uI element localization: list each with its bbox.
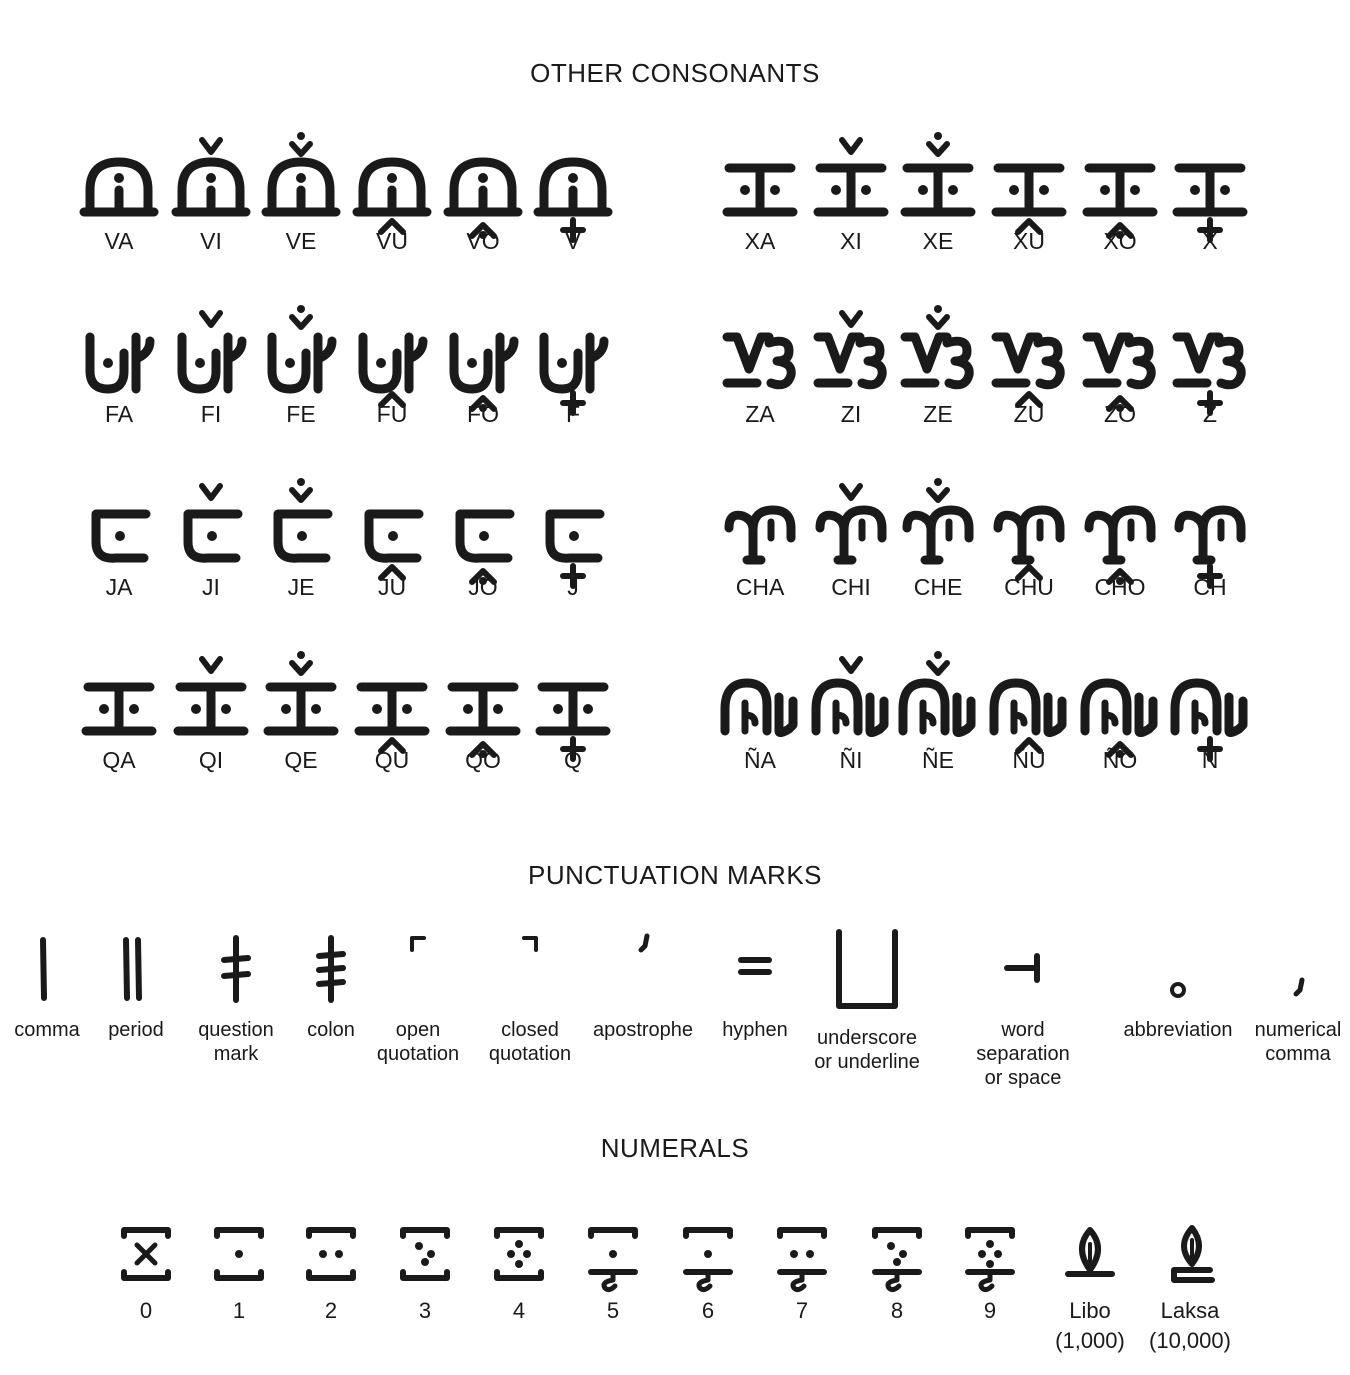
close-quote-mark-glyph xyxy=(500,930,560,1010)
syllable-label: FI xyxy=(200,401,222,427)
syllable-label: CHI xyxy=(831,574,871,600)
syllable-label: Ñ xyxy=(1201,747,1219,773)
numeral-label: 8 xyxy=(890,1298,904,1323)
period-mark-glyph xyxy=(106,930,166,1010)
syllable-label: JI xyxy=(202,574,220,600)
numeral-label: 0 xyxy=(139,1298,153,1323)
numeral-label: Libo (1,000) xyxy=(1055,1298,1125,1353)
underscore-mark-glyph xyxy=(837,930,897,1010)
syllable-glyph xyxy=(530,313,616,413)
syllable-glyph xyxy=(1167,486,1253,586)
numerical-comma-mark-glyph xyxy=(1268,930,1328,1010)
numeral-glyph xyxy=(678,1224,738,1284)
syllable-glyph xyxy=(349,140,435,240)
punctuation-space xyxy=(953,930,1093,1089)
syllable-label: ZI xyxy=(840,401,862,427)
punctuation-label: apostrophe xyxy=(592,1019,694,1041)
hyphen-mark-glyph xyxy=(725,930,785,1010)
numeral-glyph xyxy=(395,1224,455,1284)
syllable-ch xyxy=(1167,486,1253,616)
syllable-glyph xyxy=(895,140,981,240)
syllable-z xyxy=(1167,313,1253,443)
heading-numerals: NUMERALS xyxy=(600,1133,750,1163)
syllable-label: CH xyxy=(1193,574,1227,600)
syllable-label: QI xyxy=(198,747,224,773)
syllable-glyph xyxy=(258,313,344,413)
syllable-label: CHU xyxy=(1004,574,1054,600)
punctuation-numerical-comma xyxy=(1228,930,1350,1080)
numeral-4 xyxy=(474,1224,564,1364)
syllable-glyph xyxy=(895,486,981,586)
syllable-glyph xyxy=(440,659,526,759)
punctuation-label: abbreviation xyxy=(1123,1019,1233,1041)
syllable-glyph xyxy=(986,486,1072,586)
syllable-glyph xyxy=(349,486,435,586)
numeral-label: Laksa (10,000) xyxy=(1149,1298,1231,1353)
syllable-glyph xyxy=(349,659,435,759)
numeral-3 xyxy=(380,1224,470,1364)
syllable-glyph xyxy=(986,140,1072,240)
numeral-label: 1 xyxy=(232,1298,246,1323)
heading-other-consonants: OTHER CONSONANTS xyxy=(530,58,820,88)
syllable-glyph xyxy=(808,659,894,759)
numeral-glyph xyxy=(301,1224,361,1284)
syllable-glyph xyxy=(1077,659,1163,759)
syllable-label: ÑI xyxy=(839,747,863,773)
punctuation-label: underscore or underline xyxy=(814,1027,920,1073)
syllable-glyph xyxy=(1167,313,1253,413)
syllable-label: CHE xyxy=(913,574,963,600)
syllable-glyph xyxy=(986,313,1072,413)
punctuation-label: word separation or space xyxy=(976,1019,1070,1089)
syllable-glyph xyxy=(258,659,344,759)
syllable-label: CHA xyxy=(735,574,785,600)
abbreviation-mark-glyph xyxy=(1148,930,1208,1010)
syllable-x xyxy=(1167,140,1253,270)
syllable-label: XU xyxy=(1013,228,1045,254)
syllable-label: ZA xyxy=(745,401,775,427)
syllable-label: VI xyxy=(200,228,222,254)
heading-punctuation-marks: PUNCTUATION MARKS xyxy=(527,860,823,890)
numeral-2 xyxy=(286,1224,376,1364)
syllable-label: ÑA xyxy=(744,747,776,773)
numeral-glyph xyxy=(209,1224,269,1284)
numeral-0 xyxy=(101,1224,191,1364)
syllable-label: ZO xyxy=(1104,401,1136,427)
syllable-label: JU xyxy=(377,574,407,600)
syllable-label: ÑE xyxy=(922,747,954,773)
syllable-label: ZU xyxy=(1013,401,1045,427)
syllable-label: XO xyxy=(1103,228,1137,254)
syllable-label: JO xyxy=(468,574,498,600)
numeral-7 xyxy=(757,1224,847,1364)
syllable-glyph xyxy=(717,313,803,413)
syllable-label: Z xyxy=(1202,401,1218,427)
syllable-glyph xyxy=(895,313,981,413)
numeral-glyph xyxy=(772,1224,832,1284)
numeral-glyph xyxy=(867,1224,927,1284)
syllable-glyph xyxy=(808,140,894,240)
syllable-label: VA xyxy=(104,228,134,254)
syllable-label: FA xyxy=(104,401,134,427)
syllable-glyph xyxy=(349,313,435,413)
numeral-label: 2 xyxy=(324,1298,338,1323)
syllable-label: ÑU xyxy=(1012,747,1046,773)
syllable-label: ZE xyxy=(923,401,953,427)
syllable-label: XI xyxy=(840,228,862,254)
syllable-label: VU xyxy=(376,228,408,254)
syllable-v xyxy=(530,140,616,270)
syllable-glyph xyxy=(168,140,254,240)
numeral-8 xyxy=(852,1224,942,1364)
numeral-glyph xyxy=(116,1224,176,1284)
numeral-label: 6 xyxy=(701,1298,715,1323)
syllable-label: QA xyxy=(102,747,136,773)
syllable-glyph xyxy=(986,659,1072,759)
syllable-label: JA xyxy=(105,574,133,600)
numeral-label: 9 xyxy=(983,1298,997,1323)
syllable-label: QE xyxy=(284,747,318,773)
syllable-label: X xyxy=(1202,228,1218,254)
syllable-glyph xyxy=(808,486,894,586)
punctuation-label: question mark xyxy=(198,1019,274,1065)
numeral-label: 4 xyxy=(512,1298,526,1323)
numeral-glyph xyxy=(1160,1224,1220,1284)
syllable-glyph xyxy=(440,140,526,240)
syllable-label: JE xyxy=(287,574,315,600)
syllable-glyph xyxy=(717,659,803,759)
numeral-laksa xyxy=(1145,1224,1235,1364)
syllable-glyph xyxy=(808,313,894,413)
syllable-label: CHO xyxy=(1094,574,1146,600)
syllable-f xyxy=(530,313,616,443)
syllable-glyph xyxy=(258,140,344,240)
syllable-label: ÑO xyxy=(1102,747,1138,773)
syllable-glyph xyxy=(76,313,162,413)
punctuation-label: comma xyxy=(14,1019,80,1041)
syllable-glyph xyxy=(76,659,162,759)
syllable-glyph xyxy=(168,486,254,586)
syllable-glyph xyxy=(717,486,803,586)
punctuation-label: period xyxy=(108,1019,164,1041)
syllable-glyph xyxy=(1077,140,1163,240)
punctuation-underscore xyxy=(797,930,937,1080)
space-mark-glyph xyxy=(993,930,1053,1010)
syllable-ny xyxy=(1167,659,1253,789)
punctuation-label: numerical comma xyxy=(1254,1019,1342,1065)
numeral-glyph xyxy=(583,1224,643,1284)
syllable-glyph xyxy=(530,140,616,240)
syllable-j xyxy=(530,486,616,616)
syllable-label: FE xyxy=(286,401,316,427)
syllable-glyph xyxy=(440,313,526,413)
syllable-glyph xyxy=(530,659,616,759)
syllable-glyph xyxy=(1077,486,1163,586)
numeral-label: 5 xyxy=(606,1298,620,1323)
syllable-glyph xyxy=(1167,140,1253,240)
punctuation-abbreviation xyxy=(1108,930,1248,1080)
syllable-label: V xyxy=(565,228,581,254)
numeral-1 xyxy=(194,1224,284,1364)
syllable-glyph xyxy=(1077,313,1163,413)
syllable-label: VO xyxy=(466,228,500,254)
question-mark-glyph xyxy=(206,930,266,1010)
punctuation-label: hyphen xyxy=(722,1019,788,1041)
numeral-5 xyxy=(568,1224,658,1364)
numeral-6 xyxy=(663,1224,753,1364)
syllable-label: VE xyxy=(285,228,317,254)
syllable-glyph xyxy=(1167,659,1253,759)
syllable-label: XE xyxy=(922,228,954,254)
open-quote-mark-glyph xyxy=(388,930,448,1010)
syllable-glyph xyxy=(76,486,162,586)
punctuation-label: closed quotation xyxy=(488,1019,572,1065)
apostrophe-mark-glyph xyxy=(613,930,673,1010)
syllable-glyph xyxy=(440,486,526,586)
numeral-libo xyxy=(1045,1224,1135,1364)
syllable-glyph xyxy=(717,140,803,240)
syllable-label: Q xyxy=(564,747,582,773)
punctuation-label: open quotation xyxy=(376,1019,460,1065)
numeral-glyph xyxy=(1060,1224,1120,1284)
syllable-glyph xyxy=(895,659,981,759)
syllable-label: QO xyxy=(465,747,501,773)
syllable-q xyxy=(530,659,616,789)
syllable-label: J xyxy=(567,574,579,600)
syllable-label: FU xyxy=(376,401,408,427)
numeral-label: 3 xyxy=(418,1298,432,1323)
syllable-glyph xyxy=(530,486,616,586)
syllable-glyph xyxy=(168,659,254,759)
syllable-label: XA xyxy=(744,228,776,254)
numeral-9 xyxy=(945,1224,1035,1364)
syllable-glyph xyxy=(258,486,344,586)
syllable-glyph xyxy=(168,313,254,413)
punctuation-label: colon xyxy=(307,1019,355,1041)
numeral-glyph xyxy=(489,1224,549,1284)
syllable-glyph xyxy=(76,140,162,240)
numeral-glyph xyxy=(960,1224,1020,1284)
syllable-label: QU xyxy=(374,747,410,773)
syllable-label: FO xyxy=(467,401,499,427)
numeral-label: 7 xyxy=(795,1298,809,1323)
syllable-label: F xyxy=(565,401,581,427)
